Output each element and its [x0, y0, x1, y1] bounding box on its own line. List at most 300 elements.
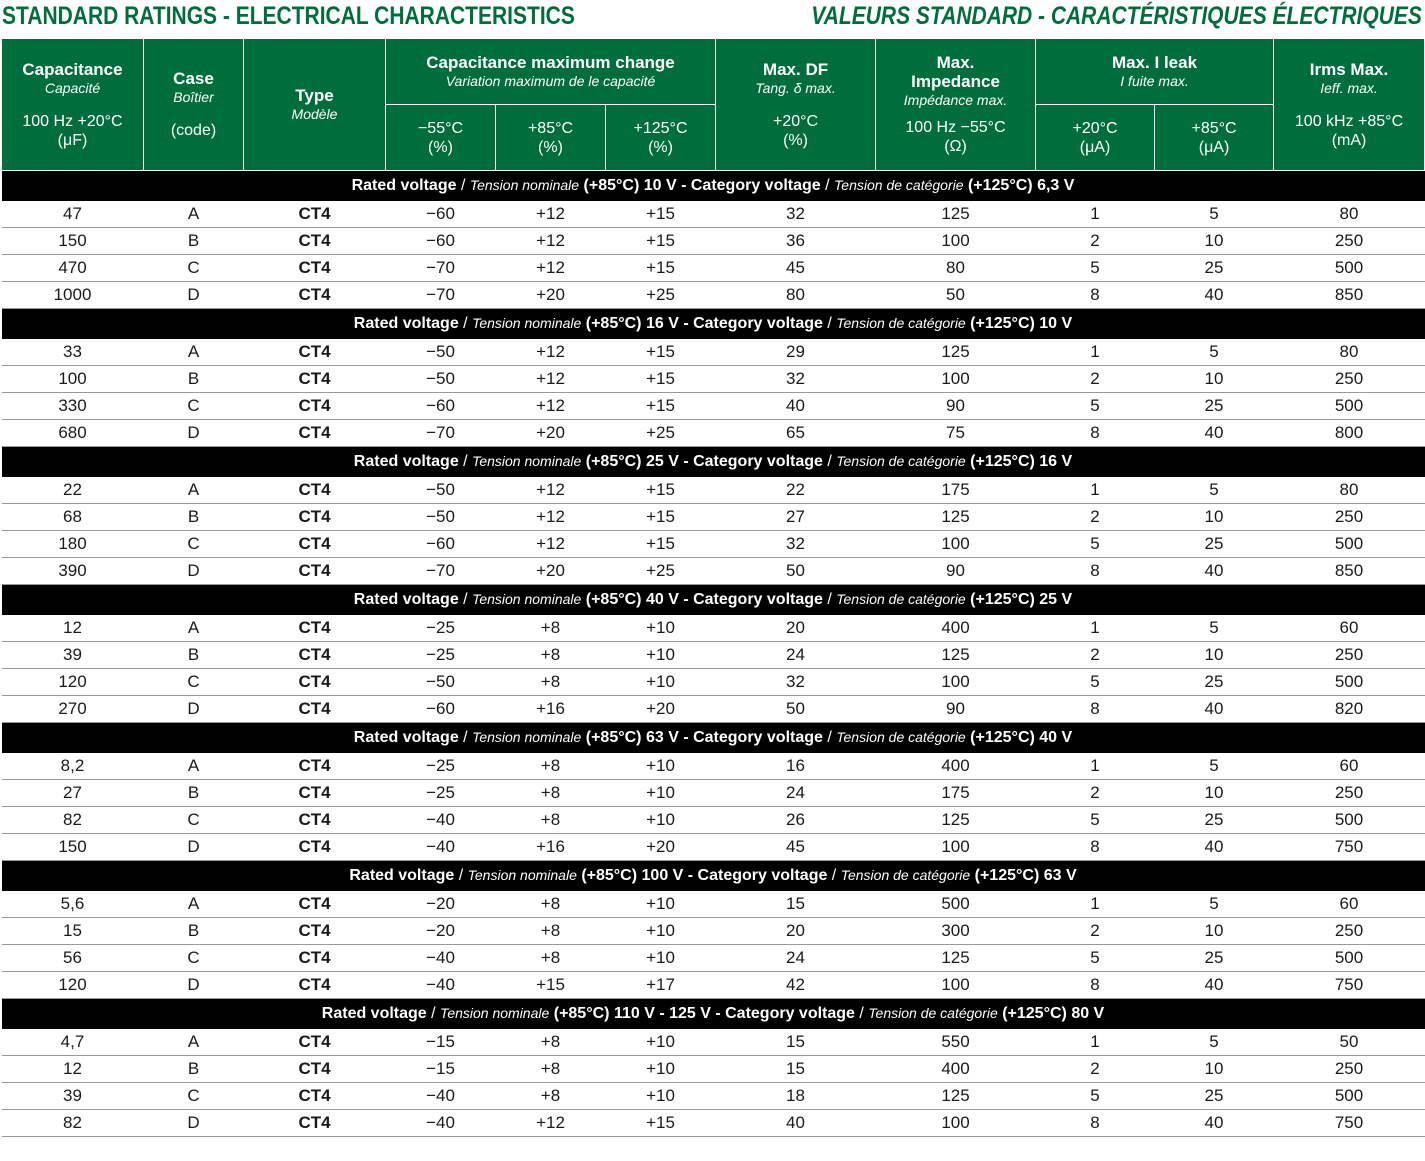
cell-capacitance: 47 — [2, 201, 144, 228]
cell-ileak-85: 10 — [1155, 918, 1274, 945]
cell-change-p85: +8 — [496, 945, 606, 972]
table-row — [2, 945, 1425, 972]
cell-change-m55: −40 — [386, 945, 496, 972]
cell-change-p125: +10 — [606, 642, 716, 669]
rated-voltage-value: 40 V — [645, 591, 679, 608]
cell-type: CT4 — [244, 504, 386, 531]
cell-case: B — [144, 1056, 244, 1083]
cell-ileak-85: 5 — [1155, 615, 1274, 642]
cell-case: A — [144, 339, 244, 366]
cell-impedance: 125 — [876, 1083, 1036, 1110]
cell-change-m55: −40 — [386, 1083, 496, 1110]
cell-case: D — [144, 972, 244, 999]
table-row — [2, 339, 1425, 366]
table-row — [2, 201, 1425, 228]
rated-temp: (+85°C) — [585, 591, 642, 608]
cell-df: 36 — [716, 228, 876, 255]
cell-ileak-20: 1 — [1036, 753, 1155, 780]
cell-ileak-85: 40 — [1155, 1110, 1274, 1137]
rated-label: Rated voltage — [353, 315, 459, 332]
category-voltage-value: 16 V — [1039, 453, 1073, 470]
cell-change-p85: +8 — [496, 1083, 606, 1110]
category-label-fr: Tension de catégorie — [836, 453, 966, 469]
cell-type: CT4 — [244, 420, 386, 447]
header-capacitance: Capacitance Capacité 100 Hz +20°C (μF) — [2, 39, 144, 171]
cell-case: A — [144, 753, 244, 780]
rated-label-fr: Tension nominale — [472, 315, 582, 331]
cell-ileak-20: 1 — [1036, 615, 1155, 642]
cell-type: CT4 — [244, 753, 386, 780]
rated-label-fr: Tension nominale — [469, 177, 580, 193]
cell-ileak-85: 25 — [1155, 531, 1274, 558]
cell-capacitance: 4,7 — [2, 1029, 144, 1056]
cell-irms: 500 — [1274, 945, 1425, 972]
cell-case: B — [144, 780, 244, 807]
table-row — [2, 669, 1425, 696]
cell-type: CT4 — [244, 891, 386, 918]
table-row — [2, 504, 1425, 531]
cell-irms: 750 — [1274, 1110, 1425, 1137]
cell-impedance: 400 — [876, 615, 1036, 642]
cell-change-p125: +25 — [606, 420, 716, 447]
category-label: Category voltage — [725, 1005, 855, 1022]
cell-type: CT4 — [244, 366, 386, 393]
table-row — [2, 420, 1425, 447]
cell-change-m55: −20 — [386, 918, 496, 945]
category-voltage-value: 25 V — [1039, 591, 1073, 608]
cell-df: 16 — [716, 753, 876, 780]
cell-impedance: 500 — [876, 891, 1036, 918]
cell-impedance: 90 — [876, 696, 1036, 723]
cell-type: CT4 — [244, 807, 386, 834]
cell-change-m55: −70 — [386, 558, 496, 585]
cell-change-p125: +15 — [606, 477, 716, 504]
header-impedance: Max. Impedance Impédance max. 100 Hz −55°C (Ω) — [876, 39, 1036, 171]
cell-df: 50 — [716, 696, 876, 723]
cell-change-m55: −40 — [386, 1110, 496, 1137]
cell-irms: 250 — [1274, 366, 1425, 393]
cell-change-p85: +12 — [496, 531, 606, 558]
cell-type: CT4 — [244, 558, 386, 585]
cell-change-p125: +25 — [606, 558, 716, 585]
cell-change-p85: +8 — [496, 918, 606, 945]
cell-ileak-85: 5 — [1155, 753, 1274, 780]
cell-irms: 250 — [1274, 228, 1425, 255]
voltage-group-row — [2, 171, 1425, 202]
rated-label-fr: Tension nominale — [440, 1005, 550, 1021]
cell-df: 24 — [716, 642, 876, 669]
cell-capacitance: 27 — [2, 780, 144, 807]
cell-impedance: 90 — [876, 558, 1036, 585]
cell-ileak-85: 40 — [1155, 558, 1274, 585]
cell-capacitance: 82 — [2, 1110, 144, 1137]
cell-change-m55: −40 — [386, 972, 496, 999]
cell-capacitance: 270 — [2, 696, 144, 723]
cell-impedance: 80 — [876, 255, 1036, 282]
cell-capacitance: 680 — [2, 420, 144, 447]
cell-case: C — [144, 255, 244, 282]
cell-change-p85: +15 — [496, 972, 606, 999]
cell-change-p125: +15 — [606, 339, 716, 366]
cell-capacitance: 330 — [2, 393, 144, 420]
cell-change-p125: +10 — [606, 669, 716, 696]
cell-case: C — [144, 393, 244, 420]
cell-irms: 60 — [1274, 615, 1425, 642]
cell-ileak-85: 25 — [1155, 669, 1274, 696]
cell-capacitance: 150 — [2, 834, 144, 861]
cell-ileak-85: 25 — [1155, 1083, 1274, 1110]
cell-change-m55: −25 — [386, 615, 496, 642]
rated-temp: (+85°C) — [585, 729, 642, 746]
cell-ileak-85: 25 — [1155, 255, 1274, 282]
table-row — [2, 918, 1425, 945]
cell-ileak-20: 5 — [1036, 255, 1155, 282]
category-label-fr: Tension de catégorie — [836, 315, 966, 331]
cell-impedance: 100 — [876, 972, 1036, 999]
rated-voltage-value: 10 V — [643, 177, 677, 194]
cell-type: CT4 — [244, 282, 386, 309]
cell-case: C — [144, 669, 244, 696]
cell-change-m55: −50 — [386, 477, 496, 504]
cell-change-p85: +12 — [496, 339, 606, 366]
cell-case: C — [144, 945, 244, 972]
cell-df: 24 — [716, 780, 876, 807]
cell-ileak-20: 1 — [1036, 339, 1155, 366]
cell-type: CT4 — [244, 339, 386, 366]
cell-ileak-20: 5 — [1036, 1083, 1155, 1110]
cell-type: CT4 — [244, 642, 386, 669]
cell-change-p85: +8 — [496, 753, 606, 780]
cell-ileak-85: 5 — [1155, 891, 1274, 918]
cell-capacitance: 12 — [2, 1056, 144, 1083]
cell-change-m55: −40 — [386, 807, 496, 834]
cell-impedance: 125 — [876, 339, 1036, 366]
cell-df: 80 — [716, 282, 876, 309]
cell-case: A — [144, 1029, 244, 1056]
cell-df: 32 — [716, 669, 876, 696]
cell-case: A — [144, 615, 244, 642]
cell-capacitance: 39 — [2, 1083, 144, 1110]
cell-change-m55: −25 — [386, 642, 496, 669]
cell-case: D — [144, 282, 244, 309]
cell-change-p85: +12 — [496, 504, 606, 531]
cell-type: CT4 — [244, 669, 386, 696]
cell-change-p125: +10 — [606, 918, 716, 945]
cell-irms: 850 — [1274, 282, 1425, 309]
cell-capacitance: 470 — [2, 255, 144, 282]
cell-change-p85: +20 — [496, 558, 606, 585]
cell-change-p125: +15 — [606, 504, 716, 531]
cell-ileak-85: 40 — [1155, 834, 1274, 861]
header-cap-change-m55: −55°C (%) — [386, 105, 496, 171]
cell-change-m55: −60 — [386, 228, 496, 255]
cell-change-m55: −15 — [386, 1029, 496, 1056]
cell-change-p125: +15 — [606, 255, 716, 282]
cell-impedance: 175 — [876, 477, 1036, 504]
cell-impedance: 300 — [876, 918, 1036, 945]
cell-ileak-20: 8 — [1036, 558, 1155, 585]
cell-df: 42 — [716, 972, 876, 999]
cell-capacitance: 22 — [2, 477, 144, 504]
cell-change-p85: +12 — [496, 1110, 606, 1137]
cell-case: D — [144, 696, 244, 723]
cell-case: B — [144, 918, 244, 945]
cell-change-p85: +8 — [496, 669, 606, 696]
cell-irms: 500 — [1274, 1083, 1425, 1110]
cell-irms: 750 — [1274, 972, 1425, 999]
rated-label: Rated voltage — [353, 729, 459, 746]
cell-ileak-20: 5 — [1036, 531, 1155, 558]
cell-change-m55: −60 — [386, 696, 496, 723]
table-row — [2, 1083, 1425, 1110]
cell-impedance: 125 — [876, 504, 1036, 531]
category-temp: (+125°C) — [967, 177, 1033, 194]
cell-change-m55: −60 — [386, 201, 496, 228]
table-row — [2, 972, 1425, 999]
cell-type: CT4 — [244, 1056, 386, 1083]
cell-change-p85: +12 — [496, 228, 606, 255]
cell-type: CT4 — [244, 780, 386, 807]
table-row — [2, 255, 1425, 282]
cell-impedance: 400 — [876, 753, 1036, 780]
cell-capacitance: 15 — [2, 918, 144, 945]
table-row — [2, 393, 1425, 420]
table-row — [2, 558, 1425, 585]
cell-impedance: 125 — [876, 201, 1036, 228]
category-label: Category voltage — [690, 177, 821, 194]
cell-change-p125: +15 — [606, 1110, 716, 1137]
cell-irms: 250 — [1274, 642, 1425, 669]
rated-label: Rated voltage — [353, 591, 459, 608]
cell-change-m55: −40 — [386, 834, 496, 861]
titles — [0, 0, 1425, 38]
cell-df: 18 — [716, 1083, 876, 1110]
cell-irms: 500 — [1274, 807, 1425, 834]
cell-change-m55: −25 — [386, 780, 496, 807]
cell-change-p85: +8 — [496, 1056, 606, 1083]
rated-label: Rated voltage — [349, 867, 455, 884]
rated-temp: (+85°C) — [585, 453, 642, 470]
cell-case: C — [144, 807, 244, 834]
category-temp: (+125°C) — [1002, 1005, 1067, 1022]
cell-type: CT4 — [244, 834, 386, 861]
rated-voltage-value: 63 V — [645, 729, 679, 746]
voltage-group-row — [2, 723, 1425, 754]
cell-ileak-20: 8 — [1036, 696, 1155, 723]
cell-impedance: 90 — [876, 393, 1036, 420]
cell-type: CT4 — [244, 1029, 386, 1056]
category-voltage-value: 6,3 V — [1037, 177, 1075, 194]
cell-ileak-85: 5 — [1155, 201, 1274, 228]
cell-df: 45 — [716, 834, 876, 861]
cell-change-p85: +12 — [496, 393, 606, 420]
cell-df: 15 — [716, 1056, 876, 1083]
cell-type: CT4 — [244, 696, 386, 723]
cell-change-p85: +16 — [496, 834, 606, 861]
cell-ileak-85: 25 — [1155, 807, 1274, 834]
cell-irms: 80 — [1274, 477, 1425, 504]
cell-ileak-20: 8 — [1036, 972, 1155, 999]
header-cap-change-p85: +85°C (%) — [496, 105, 606, 171]
voltage-group-label: Rated voltage / Tension nominale (+85°C) 40 V - Category voltage / Tension de catégorie (+125°C) 25 V — [2, 585, 1425, 616]
cell-change-m55: −70 — [386, 282, 496, 309]
category-voltage-value: 63 V — [1043, 867, 1077, 884]
cell-change-p85: +12 — [496, 255, 606, 282]
cell-irms: 500 — [1274, 255, 1425, 282]
voltage-group-row — [2, 585, 1425, 616]
cell-type: CT4 — [244, 1083, 386, 1110]
cell-type: CT4 — [244, 393, 386, 420]
cell-df: 40 — [716, 1110, 876, 1137]
cell-irms: 250 — [1274, 1056, 1425, 1083]
cell-capacitance: 180 — [2, 531, 144, 558]
rated-temp: (+85°C) — [583, 177, 640, 194]
category-voltage-value: 40 V — [1039, 729, 1073, 746]
title-french: VALEURS STANDARD - CARACTÉRISTIQUES ÉLECTRIQUES — [811, 2, 1422, 30]
cell-change-p125: +10 — [606, 1056, 716, 1083]
cell-impedance: 100 — [876, 366, 1036, 393]
cell-ileak-20: 2 — [1036, 366, 1155, 393]
cell-irms: 500 — [1274, 531, 1425, 558]
category-label-fr: Tension de catégorie — [836, 729, 966, 745]
cell-irms: 250 — [1274, 918, 1425, 945]
cell-change-p125: +10 — [606, 753, 716, 780]
cell-change-p85: +8 — [496, 642, 606, 669]
cell-change-m55: −60 — [386, 531, 496, 558]
cell-ileak-20: 2 — [1036, 918, 1155, 945]
cell-case: B — [144, 504, 244, 531]
cell-change-p125: +15 — [606, 366, 716, 393]
category-label-fr: Tension de catégorie — [836, 591, 966, 607]
cell-change-p125: +15 — [606, 393, 716, 420]
cell-capacitance: 12 — [2, 615, 144, 642]
rated-label: Rated voltage — [353, 453, 459, 470]
cell-change-p85: +8 — [496, 615, 606, 642]
table-row — [2, 834, 1425, 861]
table-row — [2, 1056, 1425, 1083]
cell-impedance: 100 — [876, 669, 1036, 696]
cell-change-p125: +10 — [606, 1029, 716, 1056]
cell-ileak-20: 8 — [1036, 834, 1155, 861]
category-label: Category voltage — [693, 591, 823, 608]
voltage-group-row — [2, 309, 1425, 340]
cell-change-p125: +15 — [606, 201, 716, 228]
voltage-group-row — [2, 447, 1425, 478]
cell-irms: 800 — [1274, 420, 1425, 447]
category-label-fr: Tension de catégorie — [868, 1005, 998, 1021]
cell-df: 32 — [716, 366, 876, 393]
header-ileak: Max. I leak I fuite max. — [1036, 39, 1274, 105]
header-df: Max. DF Tang. δ max. +20°C (%) — [716, 39, 876, 171]
category-voltage-value: 10 V — [1039, 315, 1073, 332]
cell-impedance: 125 — [876, 945, 1036, 972]
cell-df: 24 — [716, 945, 876, 972]
table-row — [2, 366, 1425, 393]
cell-df: 50 — [716, 558, 876, 585]
table-row — [2, 615, 1425, 642]
cell-df: 45 — [716, 255, 876, 282]
cell-change-p85: +12 — [496, 201, 606, 228]
cell-change-m55: −60 — [386, 393, 496, 420]
cell-ileak-20: 1 — [1036, 891, 1155, 918]
cell-case: A — [144, 891, 244, 918]
category-temp: (+125°C) — [974, 867, 1040, 884]
cell-impedance: 125 — [876, 807, 1036, 834]
cell-ileak-20: 1 — [1036, 477, 1155, 504]
cell-change-p85: +12 — [496, 477, 606, 504]
cell-type: CT4 — [244, 201, 386, 228]
cell-ileak-20: 1 — [1036, 201, 1155, 228]
cell-ileak-85: 40 — [1155, 696, 1274, 723]
table-row — [2, 1110, 1425, 1137]
cell-ileak-20: 2 — [1036, 504, 1155, 531]
table-row — [2, 753, 1425, 780]
cell-ileak-85: 10 — [1155, 228, 1274, 255]
cell-change-p85: +16 — [496, 696, 606, 723]
cell-case: D — [144, 834, 244, 861]
cell-type: CT4 — [244, 228, 386, 255]
table-row — [2, 477, 1425, 504]
rated-temp: (+85°C) — [581, 867, 638, 884]
cell-impedance: 175 — [876, 780, 1036, 807]
header-ileak-85: +85°C (μA) — [1155, 105, 1274, 171]
cell-type: CT4 — [244, 477, 386, 504]
rated-label: Rated voltage — [351, 177, 457, 194]
cell-df: 20 — [716, 615, 876, 642]
category-label: Category voltage — [697, 867, 828, 884]
cell-capacitance: 82 — [2, 807, 144, 834]
table-row — [2, 891, 1425, 918]
cell-change-p85: +12 — [496, 366, 606, 393]
cell-ileak-85: 10 — [1155, 780, 1274, 807]
rated-temp: (+85°C) — [585, 315, 642, 332]
cell-change-p85: +20 — [496, 282, 606, 309]
cell-ileak-85: 25 — [1155, 945, 1274, 972]
header-type: Type Modèle — [244, 39, 386, 171]
cell-ileak-85: 10 — [1155, 504, 1274, 531]
cell-change-p85: +8 — [496, 780, 606, 807]
cell-change-p125: +20 — [606, 834, 716, 861]
cell-capacitance: 1000 — [2, 282, 144, 309]
cell-type: CT4 — [244, 615, 386, 642]
table-row — [2, 696, 1425, 723]
cell-ileak-20: 8 — [1036, 1110, 1155, 1137]
cell-irms: 500 — [1274, 393, 1425, 420]
cell-impedance: 50 — [876, 282, 1036, 309]
rated-voltage-value: 100 V — [641, 867, 684, 884]
category-voltage-value: 80 V — [1071, 1005, 1105, 1022]
cell-case: B — [144, 642, 244, 669]
cell-change-p85: +8 — [496, 807, 606, 834]
cell-irms: 850 — [1274, 558, 1425, 585]
cell-change-p125: +10 — [606, 945, 716, 972]
cell-capacitance: 120 — [2, 972, 144, 999]
cell-ileak-85: 40 — [1155, 420, 1274, 447]
cell-ileak-20: 5 — [1036, 945, 1155, 972]
cell-irms: 60 — [1274, 891, 1425, 918]
cell-ileak-20: 2 — [1036, 228, 1155, 255]
cell-case: D — [144, 1110, 244, 1137]
cell-case: C — [144, 531, 244, 558]
cell-change-p125: +15 — [606, 228, 716, 255]
cell-df: 15 — [716, 1029, 876, 1056]
cell-type: CT4 — [244, 255, 386, 282]
rated-label: Rated voltage — [321, 1005, 427, 1022]
header-case: Case Boîtier (code) — [144, 39, 244, 171]
cell-change-p85: +8 — [496, 891, 606, 918]
cell-change-p125: +10 — [606, 891, 716, 918]
voltage-group-row — [2, 861, 1425, 892]
